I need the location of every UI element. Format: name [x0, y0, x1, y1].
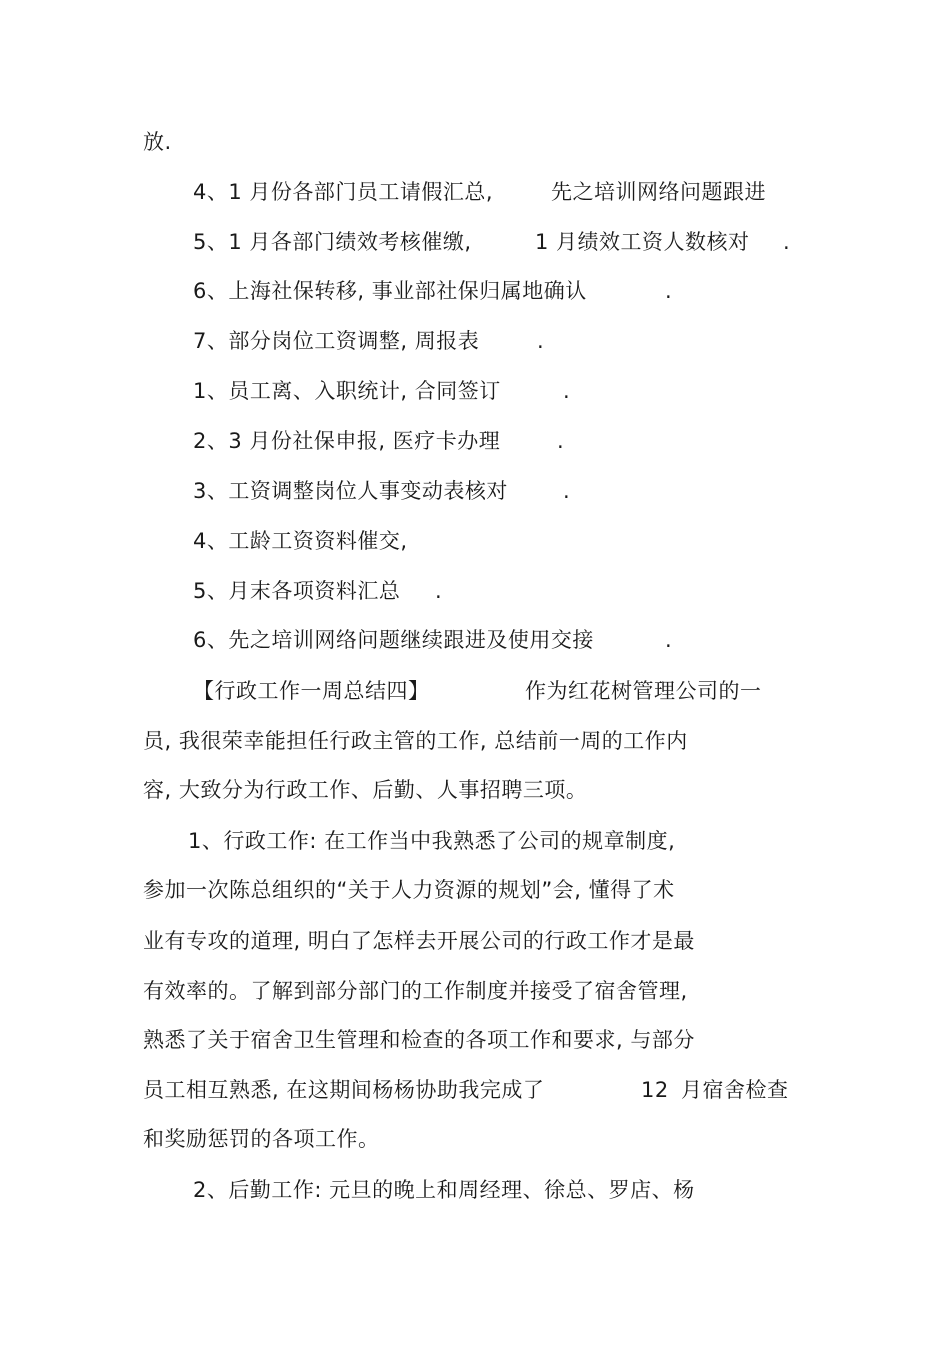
text-segment: 12: [641, 1078, 669, 1102]
text-segment: .: [563, 479, 571, 503]
text-segment: 熟悉了关于宿舍卫生管理和检查的各项工作和要求, 与部分: [143, 1028, 695, 1052]
text-segment: 2、后勤工作: 元旦的晚上和周经理、徐总、罗店、杨: [193, 1178, 695, 1202]
text-segment: .: [665, 628, 673, 652]
text-segment: .: [783, 230, 791, 254]
text-segment: 6、上海社保转移, 事业部社保归属地确认: [193, 279, 587, 303]
text-segment: 5、1 月各部门绩效考核催缴,: [193, 230, 472, 254]
text-segment: 放.: [143, 130, 172, 154]
text-segment: .: [563, 379, 571, 403]
text-segment: 5、月末各项资料汇总: [193, 579, 401, 603]
text-segment: 员工相互熟悉, 在这期间杨杨协助我完成了: [143, 1078, 545, 1102]
text-segment: 1 月绩效工资人数核对: [535, 230, 750, 254]
text-segment: 7、部分岗位工资调整, 周报表: [193, 329, 480, 353]
text-segment: 先之培训网络问题跟进: [551, 180, 766, 204]
text-segment: 6、先之培训网络问题继续跟进及使用交接: [193, 628, 594, 652]
text-segment: 参加一次陈总组织的“关于人力资源的规划”会, 懂得了术: [143, 878, 675, 902]
text-segment: .: [665, 279, 673, 303]
text-segment: 月宿舍检查: [681, 1078, 789, 1102]
text-segment: 1、员工离、入职统计, 合同签订: [193, 379, 501, 403]
text-segment: .: [537, 329, 545, 353]
text-segment: 4、工龄工资资料催交,: [193, 529, 408, 553]
text-segment: 业有专攻的道理, 明白了怎样去开展公司的行政工作才是最: [143, 929, 695, 953]
text-segment: 1、行政工作: 在工作当中我熟悉了公司的规章制度,: [188, 829, 676, 853]
text-segment: 员, 我很荣幸能担任行政主管的工作, 总结前一周的工作内: [143, 729, 688, 753]
text-segment: .: [557, 429, 565, 453]
text-segment: 容, 大致分为行政工作、后勤、人事招聘三项。: [143, 778, 588, 802]
text-segment: 作为红花树管理公司的一: [525, 679, 762, 703]
text-segment: 3、工资调整岗位人事变动表核对: [193, 479, 508, 503]
text-segment: 4、1 月份各部门员工请假汇总,: [193, 180, 494, 204]
text-segment: .: [435, 579, 443, 603]
text-segment: 有效率的。了解到部分部门的工作制度并接受了宿舍管理,: [143, 979, 688, 1003]
text-segment: 2、3 月份社保申报, 医疗卡办理: [193, 429, 501, 453]
text-segment: 和奖励惩罚的各项工作。: [143, 1127, 380, 1151]
section-heading: 【行政工作一周总结四】: [193, 679, 430, 703]
